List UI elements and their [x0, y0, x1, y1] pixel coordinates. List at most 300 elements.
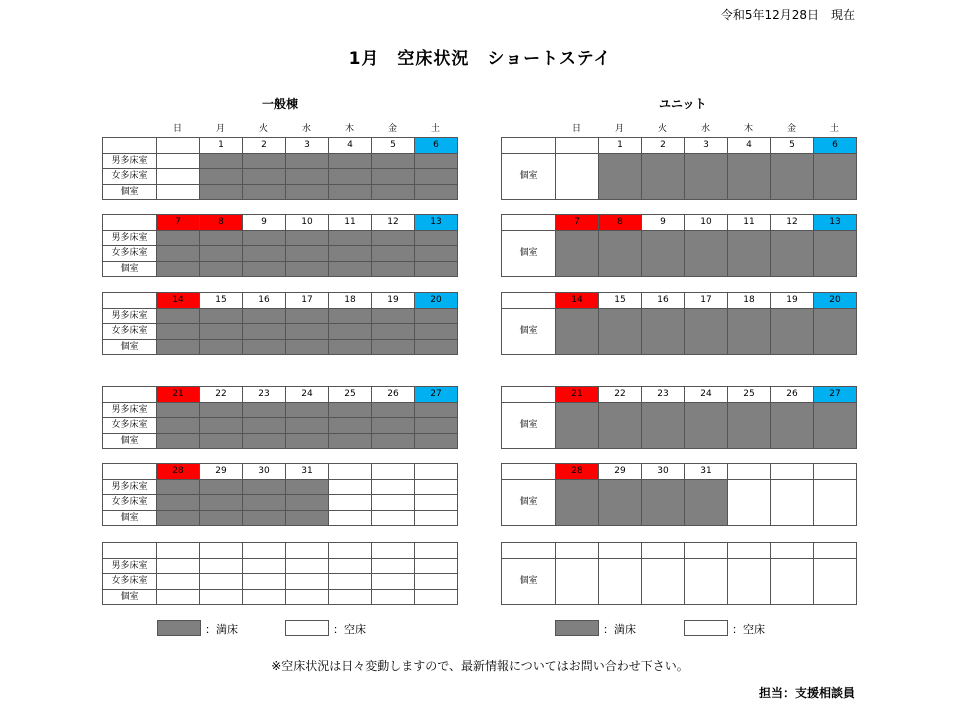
room-label-cell: 個室: [501, 402, 556, 450]
availability-cell: [770, 230, 814, 278]
availability-cell: [199, 402, 243, 419]
date-cell: 31: [684, 463, 728, 480]
date-cell: 18: [727, 292, 771, 309]
availability-cell: [156, 479, 200, 496]
weekday-header: 金: [786, 124, 796, 134]
availability-cell: [199, 558, 243, 575]
weekday-header: 火: [657, 124, 667, 134]
date-cell: 16: [242, 292, 286, 309]
availability-cell: [414, 230, 458, 247]
availability-cell: [285, 245, 329, 262]
date-cell: 6: [414, 137, 458, 154]
availability-cell: [242, 230, 286, 247]
availability-cell: [371, 245, 415, 262]
availability-cell: [156, 510, 200, 527]
date-cell: 20: [813, 292, 857, 309]
availability-cell: [156, 339, 200, 356]
availability-cell: [156, 573, 200, 590]
availability-cell: [328, 589, 372, 606]
date-cell: 23: [641, 386, 685, 403]
room-label-cell: 男多床室: [102, 479, 157, 496]
availability-cell: [199, 153, 243, 170]
room-label-cell: 個室: [102, 261, 157, 278]
availability-cell: [371, 494, 415, 511]
availability-cell: [156, 402, 200, 419]
availability-cell: [285, 433, 329, 450]
availability-cell: [555, 558, 599, 606]
availability-cell: [598, 230, 642, 278]
date-cell: [727, 463, 771, 480]
availability-cell: [555, 308, 599, 356]
date-cell: 3: [684, 137, 728, 154]
room-label-cell: 個室: [501, 558, 556, 606]
availability-cell: [285, 558, 329, 575]
date-row-label-cell: [102, 292, 157, 309]
date-cell: [285, 542, 329, 559]
availability-cell: [414, 589, 458, 606]
availability-cell: [684, 479, 728, 527]
availability-cell: [199, 230, 243, 247]
room-label-cell: 個室: [501, 479, 556, 527]
weekday-header: 水: [301, 124, 311, 134]
weekday-header: 土: [430, 124, 440, 134]
availability-cell: [199, 589, 243, 606]
availability-cell: [285, 573, 329, 590]
availability-cell: [156, 417, 200, 434]
availability-cell: [199, 168, 243, 185]
availability-cell: [242, 153, 286, 170]
room-label-cell: 女多床室: [102, 323, 157, 340]
room-label-cell: 個室: [102, 510, 157, 527]
room-label-cell: 男多床室: [102, 153, 157, 170]
availability-cell: [414, 510, 458, 527]
room-label-cell: 男多床室: [102, 402, 157, 419]
date-cell: 3: [285, 137, 329, 154]
availability-cell: [328, 153, 372, 170]
date-row-label-cell: [501, 463, 556, 480]
availability-cell: [641, 308, 685, 356]
availability-cell: [770, 479, 814, 527]
availability-cell: [371, 153, 415, 170]
date-cell: [414, 463, 458, 480]
availability-cell: [727, 402, 771, 450]
availability-cell: [242, 323, 286, 340]
date-cell: 15: [598, 292, 642, 309]
date-cell: 29: [598, 463, 642, 480]
date-row-label-cell: [102, 542, 157, 559]
availability-cell: [328, 494, 372, 511]
date-cell: 24: [684, 386, 728, 403]
availability-cell: [328, 245, 372, 262]
room-label-cell: 女多床室: [102, 494, 157, 511]
date-row-label-cell: [102, 463, 157, 480]
availability-cell: [414, 402, 458, 419]
room-label-cell: 個室: [102, 433, 157, 450]
room-label-cell: 個室: [501, 308, 556, 356]
availability-cell: [414, 433, 458, 450]
availability-cell: [641, 479, 685, 527]
availability-cell: [371, 433, 415, 450]
date-cell: 8: [199, 214, 243, 231]
date-cell: [242, 542, 286, 559]
availability-cell: [242, 402, 286, 419]
date-cell: 17: [684, 292, 728, 309]
availability-cell: [199, 184, 243, 201]
availability-cell: [242, 479, 286, 496]
availability-cell: [598, 153, 642, 201]
availability-cell: [770, 402, 814, 450]
date-cell: [328, 542, 372, 559]
availability-cell: [242, 417, 286, 434]
date-cell: 26: [371, 386, 415, 403]
room-label-cell: 個室: [501, 230, 556, 278]
availability-cell: [414, 573, 458, 590]
date-cell: 8: [598, 214, 642, 231]
weekday-header: 木: [743, 124, 753, 134]
availability-cell: [242, 339, 286, 356]
availability-cell: [641, 402, 685, 450]
availability-cell: [328, 168, 372, 185]
availability-cell: [285, 184, 329, 201]
date-cell: [727, 542, 771, 559]
date-cell: [371, 542, 415, 559]
availability-cell: [371, 402, 415, 419]
availability-cell: [328, 402, 372, 419]
availability-cell: [285, 323, 329, 340]
availability-cell: [199, 573, 243, 590]
weekday-header: 金: [387, 124, 397, 134]
availability-cell: [684, 308, 728, 356]
date-cell: [598, 542, 642, 559]
date-cell: 7: [555, 214, 599, 231]
weekday-header: 土: [829, 124, 839, 134]
date-cell: [555, 542, 599, 559]
date-cell: 13: [813, 214, 857, 231]
availability-cell: [371, 184, 415, 201]
availability-cell: [641, 230, 685, 278]
date-cell: 27: [813, 386, 857, 403]
availability-cell: [641, 153, 685, 201]
date-row-label-cell: [501, 214, 556, 231]
date-cell: 25: [727, 386, 771, 403]
availability-cell: [199, 417, 243, 434]
date-cell: 19: [770, 292, 814, 309]
availability-cell: [727, 230, 771, 278]
availability-cell: [156, 494, 200, 511]
availability-cell: [328, 573, 372, 590]
availability-cell: [598, 308, 642, 356]
availability-cell: [371, 323, 415, 340]
availability-cell: [684, 402, 728, 450]
legend-full-label-unit: ：満床: [603, 623, 636, 636]
availability-cell: [371, 558, 415, 575]
room-label-cell: 男多床室: [102, 230, 157, 247]
date-cell: 27: [414, 386, 458, 403]
availability-cell: [727, 479, 771, 527]
room-label-cell: 男多床室: [102, 558, 157, 575]
room-label-cell: 個室: [102, 589, 157, 606]
section-title-unit: ユニット: [659, 97, 707, 111]
availability-cell: [414, 323, 458, 340]
availability-cell: [156, 261, 200, 278]
date-row-label-cell: [501, 386, 556, 403]
availability-cell: [414, 417, 458, 434]
date-cell: 22: [199, 386, 243, 403]
date-cell: 22: [598, 386, 642, 403]
date-cell: 7: [156, 214, 200, 231]
availability-cell: [328, 479, 372, 496]
availability-cell: [285, 153, 329, 170]
availability-cell: [813, 558, 857, 606]
availability-cell: [770, 153, 814, 201]
room-label-cell: 女多床室: [102, 168, 157, 185]
date-cell: 12: [371, 214, 415, 231]
date-cell: 26: [770, 386, 814, 403]
date-cell: 30: [641, 463, 685, 480]
availability-cell: [813, 308, 857, 356]
date-row-label-cell: [102, 137, 157, 154]
date-cell: 9: [641, 214, 685, 231]
availability-cell: [285, 417, 329, 434]
date-cell: [813, 463, 857, 480]
availability-cell: [555, 402, 599, 450]
date-row-label-cell: [501, 292, 556, 309]
availability-cell: [598, 558, 642, 606]
availability-cell: [199, 261, 243, 278]
date-cell: [156, 542, 200, 559]
availability-cell: [414, 245, 458, 262]
availability-cell: [285, 261, 329, 278]
date-cell: 9: [242, 214, 286, 231]
date-cell: 19: [371, 292, 415, 309]
date-cell: 28: [156, 463, 200, 480]
availability-cell: [727, 308, 771, 356]
availability-cell: [371, 573, 415, 590]
room-label-cell: 個室: [102, 339, 157, 356]
date-cell: [371, 463, 415, 480]
availability-cell: [242, 261, 286, 278]
availability-cell: [285, 339, 329, 356]
date-line: 令和5年12月28日 現在: [720, 8, 855, 22]
date-cell: 4: [328, 137, 372, 154]
date-cell: [199, 542, 243, 559]
date-row-label-cell: [501, 542, 556, 559]
availability-cell: [242, 433, 286, 450]
date-cell: 16: [641, 292, 685, 309]
availability-cell: [727, 558, 771, 606]
availability-cell: [727, 153, 771, 201]
date-cell: 5: [770, 137, 814, 154]
availability-cell: [199, 308, 243, 325]
weekday-header: 日: [571, 124, 581, 134]
availability-cell: [242, 558, 286, 575]
availability-cell: [414, 261, 458, 278]
availability-cell: [156, 168, 200, 185]
availability-cell: [328, 308, 372, 325]
date-row-label-cell: [102, 214, 157, 231]
date-cell: 21: [555, 386, 599, 403]
weekday-header: 月: [215, 124, 225, 134]
date-cell: [641, 542, 685, 559]
date-cell: 5: [371, 137, 415, 154]
date-cell: 1: [598, 137, 642, 154]
date-cell: 25: [328, 386, 372, 403]
availability-cell: [156, 230, 200, 247]
availability-cell: [328, 184, 372, 201]
weekday-header: 月: [614, 124, 624, 134]
availability-cell: [371, 230, 415, 247]
availability-cell: [285, 589, 329, 606]
weekday-header: 木: [344, 124, 354, 134]
availability-cell: [285, 402, 329, 419]
legend-full-box-unit: [555, 620, 599, 636]
date-cell: 20: [414, 292, 458, 309]
availability-cell: [199, 323, 243, 340]
availability-cell: [242, 589, 286, 606]
date-cell: 2: [641, 137, 685, 154]
availability-cell: [199, 510, 243, 527]
room-label-cell: 女多床室: [102, 417, 157, 434]
date-cell: 14: [156, 292, 200, 309]
availability-cell: [156, 245, 200, 262]
availability-cell: [156, 433, 200, 450]
availability-cell: [328, 261, 372, 278]
availability-cell: [598, 479, 642, 527]
date-cell: 11: [727, 214, 771, 231]
availability-cell: [371, 417, 415, 434]
date-row-label-cell: [501, 137, 556, 154]
availability-cell: [328, 558, 372, 575]
room-label-cell: 女多床室: [102, 245, 157, 262]
legend-full-label-general: ：満床: [205, 623, 238, 636]
room-label-cell: 個室: [102, 184, 157, 201]
date-cell: 31: [285, 463, 329, 480]
date-cell: 30: [242, 463, 286, 480]
availability-cell: [328, 433, 372, 450]
availability-cell: [328, 323, 372, 340]
availability-note: ※空床状況は日々変動しますので、最新情報についてはお問い合わせ下さい。: [271, 659, 689, 673]
weekday-header: 日: [172, 124, 182, 134]
date-cell: 11: [328, 214, 372, 231]
availability-cell: [199, 245, 243, 262]
date-cell: 17: [285, 292, 329, 309]
availability-cell: [199, 339, 243, 356]
availability-cell: [156, 153, 200, 170]
availability-cell: [285, 308, 329, 325]
availability-cell: [414, 479, 458, 496]
availability-cell: [641, 558, 685, 606]
availability-cell: [285, 168, 329, 185]
date-cell: [328, 463, 372, 480]
availability-cell: [242, 494, 286, 511]
date-cell: 2: [242, 137, 286, 154]
availability-cell: [242, 308, 286, 325]
availability-cell: [242, 168, 286, 185]
date-cell: [813, 542, 857, 559]
availability-cell: [414, 494, 458, 511]
section-title-general: 一般棟: [262, 97, 299, 111]
availability-cell: [199, 433, 243, 450]
availability-cell: [598, 402, 642, 450]
date-cell: 10: [684, 214, 728, 231]
availability-cell: [285, 494, 329, 511]
availability-cell: [414, 153, 458, 170]
room-label-cell: 個室: [501, 153, 556, 201]
date-cell: [414, 542, 458, 559]
date-cell: 21: [156, 386, 200, 403]
availability-cell: [684, 558, 728, 606]
date-cell: 24: [285, 386, 329, 403]
date-cell: 29: [199, 463, 243, 480]
availability-cell: [156, 184, 200, 201]
availability-cell: [371, 479, 415, 496]
availability-cell: [328, 417, 372, 434]
availability-cell: [813, 479, 857, 527]
date-cell: [684, 542, 728, 559]
availability-cell: [285, 510, 329, 527]
date-cell: 18: [328, 292, 372, 309]
date-cell: 6: [813, 137, 857, 154]
availability-cell: [156, 323, 200, 340]
date-row-label-cell: [102, 386, 157, 403]
availability-cell: [555, 479, 599, 527]
availability-cell: [371, 589, 415, 606]
date-cell: 23: [242, 386, 286, 403]
availability-cell: [156, 558, 200, 575]
availability-cell: [684, 230, 728, 278]
date-cell: 28: [555, 463, 599, 480]
legend-empty-label-unit: ：空床: [732, 623, 765, 636]
availability-cell: [199, 479, 243, 496]
availability-cell: [555, 153, 599, 201]
date-cell: 14: [555, 292, 599, 309]
availability-cell: [242, 573, 286, 590]
date-cell: 4: [727, 137, 771, 154]
availability-cell: [813, 402, 857, 450]
weekday-header: 水: [700, 124, 710, 134]
room-label-cell: 女多床室: [102, 573, 157, 590]
availability-cell: [813, 153, 857, 201]
legend-empty-box-unit: [684, 620, 728, 636]
weekday-header: 火: [258, 124, 268, 134]
page-title: 1月 空床状況 ショートステイ: [348, 49, 612, 69]
date-cell: 13: [414, 214, 458, 231]
availability-cell: [371, 308, 415, 325]
availability-cell: [414, 558, 458, 575]
availability-cell: [199, 494, 243, 511]
availability-cell: [328, 339, 372, 356]
date-cell: 1: [199, 137, 243, 154]
availability-cell: [242, 245, 286, 262]
availability-cell: [371, 510, 415, 527]
date-cell: [770, 463, 814, 480]
availability-cell: [414, 308, 458, 325]
availability-cell: [285, 479, 329, 496]
legend-empty-box-general: [285, 620, 329, 636]
availability-cell: [414, 184, 458, 201]
availability-cell: [371, 168, 415, 185]
date-cell: [555, 137, 599, 154]
availability-cell: [285, 230, 329, 247]
date-cell: 15: [199, 292, 243, 309]
availability-cell: [156, 308, 200, 325]
availability-cell: [371, 261, 415, 278]
date-cell: [770, 542, 814, 559]
availability-cell: [242, 510, 286, 527]
availability-cell: [328, 230, 372, 247]
staff-line: 担当：支援相談員: [758, 686, 855, 700]
availability-cell: [371, 339, 415, 356]
